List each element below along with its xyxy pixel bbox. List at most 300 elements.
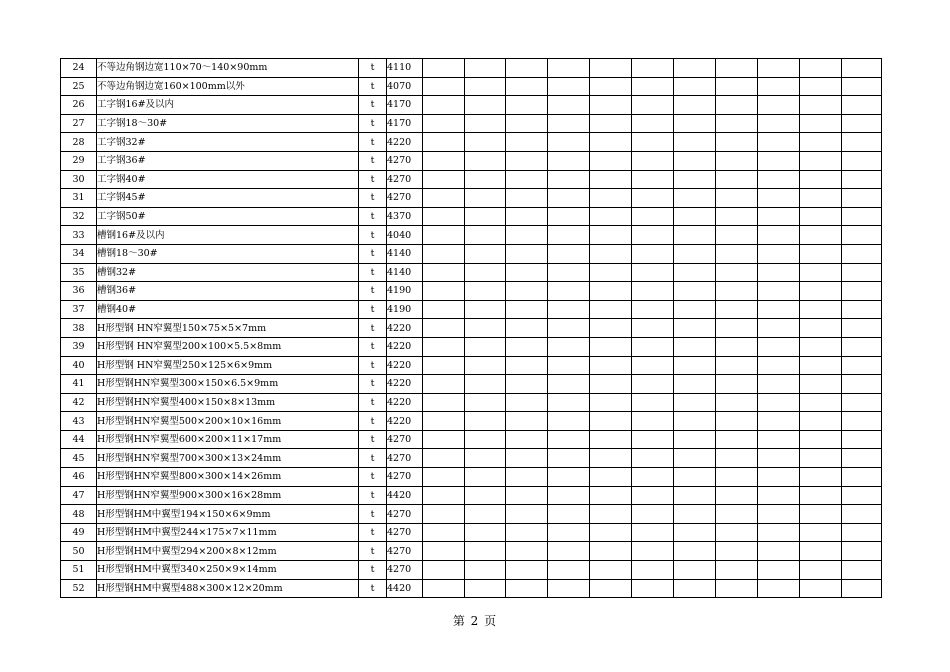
price-cell: 4270 bbox=[387, 468, 423, 487]
empty-cell bbox=[800, 151, 842, 170]
material-name-cell: 工字钢36# bbox=[97, 151, 359, 170]
empty-cell bbox=[716, 375, 758, 394]
empty-cell bbox=[423, 114, 465, 133]
empty-cell bbox=[800, 77, 842, 96]
table-row bbox=[61, 59, 882, 78]
empty-cell bbox=[674, 375, 716, 394]
table-row bbox=[61, 114, 882, 133]
empty-cell bbox=[423, 449, 465, 468]
empty-cell bbox=[506, 505, 548, 524]
table-row bbox=[61, 319, 882, 338]
empty-cell bbox=[758, 189, 800, 208]
empty-cell bbox=[800, 96, 842, 115]
empty-cell bbox=[716, 449, 758, 468]
empty-cell bbox=[800, 189, 842, 208]
empty-cell bbox=[758, 505, 800, 524]
empty-cell bbox=[800, 393, 842, 412]
material-name-cell: H形型钢HM中翼型244×175×7×11mm bbox=[97, 523, 359, 542]
empty-cell bbox=[674, 189, 716, 208]
unit-cell: t bbox=[359, 449, 387, 468]
empty-cell bbox=[548, 375, 590, 394]
row-number-cell: 25 bbox=[61, 77, 97, 96]
empty-cell bbox=[674, 319, 716, 338]
material-name-cell: H形型钢HN窄翼型800×300×14×26mm bbox=[97, 468, 359, 487]
table-row bbox=[61, 561, 882, 580]
empty-cell bbox=[465, 226, 506, 245]
empty-cell bbox=[758, 486, 800, 505]
unit-cell: t bbox=[359, 151, 387, 170]
empty-cell bbox=[800, 207, 842, 226]
empty-cell bbox=[800, 375, 842, 394]
material-name-cell: H形型钢HN窄翼型300×150×6.5×9mm bbox=[97, 375, 359, 394]
table-row bbox=[61, 96, 882, 115]
empty-cell bbox=[632, 375, 674, 394]
empty-cell bbox=[465, 170, 506, 189]
empty-cell bbox=[842, 468, 882, 487]
material-name-cell: H形型钢HM中翼型194×150×6×9mm bbox=[97, 505, 359, 524]
empty-cell bbox=[674, 133, 716, 152]
empty-cell bbox=[506, 393, 548, 412]
empty-cell bbox=[548, 486, 590, 505]
empty-cell bbox=[465, 430, 506, 449]
material-name-cell: H形型钢HN窄翼型700×300×13×24mm bbox=[97, 449, 359, 468]
empty-cell bbox=[465, 151, 506, 170]
empty-cell bbox=[506, 430, 548, 449]
empty-cell bbox=[758, 468, 800, 487]
empty-cell bbox=[590, 244, 632, 263]
empty-cell bbox=[800, 430, 842, 449]
empty-cell bbox=[716, 505, 758, 524]
price-cell: 4270 bbox=[387, 523, 423, 542]
empty-cell bbox=[758, 226, 800, 245]
table-body bbox=[61, 59, 882, 598]
empty-cell bbox=[674, 151, 716, 170]
empty-cell bbox=[800, 59, 842, 78]
unit-cell: t bbox=[359, 430, 387, 449]
empty-cell bbox=[716, 226, 758, 245]
price-cell: 4370 bbox=[387, 207, 423, 226]
empty-cell bbox=[465, 486, 506, 505]
empty-cell bbox=[423, 77, 465, 96]
empty-cell bbox=[800, 319, 842, 338]
empty-cell bbox=[800, 300, 842, 319]
empty-cell bbox=[674, 244, 716, 263]
empty-cell bbox=[758, 561, 800, 580]
empty-cell bbox=[423, 579, 465, 598]
row-number-cell: 24 bbox=[61, 59, 97, 78]
empty-cell bbox=[465, 59, 506, 78]
empty-cell bbox=[674, 356, 716, 375]
material-name-cell: 槽钢32# bbox=[97, 263, 359, 282]
empty-cell bbox=[842, 151, 882, 170]
empty-cell bbox=[465, 337, 506, 356]
row-number-cell: 30 bbox=[61, 170, 97, 189]
empty-cell bbox=[548, 579, 590, 598]
empty-cell bbox=[674, 207, 716, 226]
empty-cell bbox=[548, 356, 590, 375]
empty-cell bbox=[842, 449, 882, 468]
unit-cell: t bbox=[359, 579, 387, 598]
table-row bbox=[61, 189, 882, 208]
empty-cell bbox=[716, 523, 758, 542]
empty-cell bbox=[800, 449, 842, 468]
row-number-cell: 48 bbox=[61, 505, 97, 524]
empty-cell bbox=[716, 319, 758, 338]
empty-cell bbox=[632, 356, 674, 375]
price-cell: 4270 bbox=[387, 449, 423, 468]
empty-cell bbox=[842, 412, 882, 431]
table-row bbox=[61, 375, 882, 394]
empty-cell bbox=[590, 77, 632, 96]
empty-cell bbox=[800, 468, 842, 487]
table-row bbox=[61, 356, 882, 375]
empty-cell bbox=[842, 263, 882, 282]
empty-cell bbox=[758, 579, 800, 598]
empty-cell bbox=[590, 170, 632, 189]
unit-cell: t bbox=[359, 189, 387, 208]
empty-cell bbox=[423, 468, 465, 487]
empty-cell bbox=[632, 96, 674, 115]
empty-cell bbox=[548, 170, 590, 189]
empty-cell bbox=[506, 337, 548, 356]
unit-cell: t bbox=[359, 207, 387, 226]
empty-cell bbox=[423, 96, 465, 115]
row-number-cell: 40 bbox=[61, 356, 97, 375]
empty-cell bbox=[758, 207, 800, 226]
empty-cell bbox=[716, 579, 758, 598]
empty-cell bbox=[590, 430, 632, 449]
empty-cell bbox=[506, 244, 548, 263]
price-cell: 4270 bbox=[387, 542, 423, 561]
empty-cell bbox=[548, 561, 590, 580]
empty-cell bbox=[506, 114, 548, 133]
unit-cell: t bbox=[359, 244, 387, 263]
empty-cell bbox=[465, 542, 506, 561]
table-row bbox=[61, 468, 882, 487]
empty-cell bbox=[465, 393, 506, 412]
empty-cell bbox=[506, 449, 548, 468]
empty-cell bbox=[800, 244, 842, 263]
empty-cell bbox=[632, 77, 674, 96]
unit-cell: t bbox=[359, 468, 387, 487]
empty-cell bbox=[423, 300, 465, 319]
empty-cell bbox=[758, 133, 800, 152]
material-name-cell: H形型钢 HN窄翼型250×125×6×9mm bbox=[97, 356, 359, 375]
row-number-cell: 33 bbox=[61, 226, 97, 245]
empty-cell bbox=[423, 189, 465, 208]
material-name-cell: 不等边角钢边宽110×70～140×90mm bbox=[97, 59, 359, 78]
empty-cell bbox=[758, 300, 800, 319]
empty-cell bbox=[674, 226, 716, 245]
empty-cell bbox=[590, 523, 632, 542]
empty-cell bbox=[674, 170, 716, 189]
empty-cell bbox=[465, 505, 506, 524]
empty-cell bbox=[423, 430, 465, 449]
material-name-cell: H形型钢HM中翼型340×250×9×14mm bbox=[97, 561, 359, 580]
empty-cell bbox=[758, 114, 800, 133]
material-name-cell: H形型钢 HN窄翼型200×100×5.5×8mm bbox=[97, 337, 359, 356]
empty-cell bbox=[465, 319, 506, 338]
empty-cell bbox=[758, 282, 800, 301]
empty-cell bbox=[632, 542, 674, 561]
empty-cell bbox=[674, 300, 716, 319]
empty-cell bbox=[842, 393, 882, 412]
price-cell: 4190 bbox=[387, 282, 423, 301]
empty-cell bbox=[800, 356, 842, 375]
empty-cell bbox=[842, 59, 882, 78]
empty-cell bbox=[506, 133, 548, 152]
empty-cell bbox=[632, 59, 674, 78]
empty-cell bbox=[674, 523, 716, 542]
empty-cell bbox=[674, 96, 716, 115]
empty-cell bbox=[674, 337, 716, 356]
unit-cell: t bbox=[359, 114, 387, 133]
empty-cell bbox=[506, 412, 548, 431]
empty-cell bbox=[548, 412, 590, 431]
empty-cell bbox=[590, 96, 632, 115]
empty-cell bbox=[716, 486, 758, 505]
empty-cell bbox=[842, 375, 882, 394]
empty-cell bbox=[590, 151, 632, 170]
empty-cell bbox=[465, 96, 506, 115]
empty-cell bbox=[716, 77, 758, 96]
table-row bbox=[61, 133, 882, 152]
empty-cell bbox=[423, 170, 465, 189]
empty-cell bbox=[842, 77, 882, 96]
price-cell: 4220 bbox=[387, 319, 423, 338]
empty-cell bbox=[506, 263, 548, 282]
row-number-cell: 27 bbox=[61, 114, 97, 133]
empty-cell bbox=[758, 356, 800, 375]
row-number-cell: 29 bbox=[61, 151, 97, 170]
material-name-cell: H形型钢HN窄翼型900×300×16×28mm bbox=[97, 486, 359, 505]
empty-cell bbox=[800, 486, 842, 505]
material-name-cell: H形型钢HM中翼型488×300×12×20mm bbox=[97, 579, 359, 598]
empty-cell bbox=[506, 77, 548, 96]
empty-cell bbox=[758, 319, 800, 338]
row-number-cell: 37 bbox=[61, 300, 97, 319]
empty-cell bbox=[842, 486, 882, 505]
empty-cell bbox=[506, 375, 548, 394]
empty-cell bbox=[506, 151, 548, 170]
empty-cell bbox=[674, 468, 716, 487]
row-number-cell: 46 bbox=[61, 468, 97, 487]
empty-cell bbox=[506, 468, 548, 487]
empty-cell bbox=[674, 282, 716, 301]
empty-cell bbox=[758, 393, 800, 412]
table-row bbox=[61, 579, 882, 598]
empty-cell bbox=[548, 77, 590, 96]
empty-cell bbox=[423, 151, 465, 170]
table-row bbox=[61, 430, 882, 449]
material-name-cell: 不等边角钢边宽160×100mm以外 bbox=[97, 77, 359, 96]
empty-cell bbox=[716, 133, 758, 152]
price-cell: 4040 bbox=[387, 226, 423, 245]
price-cell: 4270 bbox=[387, 505, 423, 524]
empty-cell bbox=[716, 356, 758, 375]
empty-cell bbox=[842, 282, 882, 301]
table-row bbox=[61, 393, 882, 412]
empty-cell bbox=[842, 337, 882, 356]
empty-cell bbox=[716, 207, 758, 226]
table-row bbox=[61, 226, 882, 245]
empty-cell bbox=[548, 244, 590, 263]
row-number-cell: 32 bbox=[61, 207, 97, 226]
empty-cell bbox=[465, 375, 506, 394]
empty-cell bbox=[716, 542, 758, 561]
table-row bbox=[61, 282, 882, 301]
empty-cell bbox=[590, 542, 632, 561]
empty-cell bbox=[800, 505, 842, 524]
empty-cell bbox=[674, 59, 716, 78]
empty-cell bbox=[465, 468, 506, 487]
material-name-cell: H形型钢HN窄翼型600×200×11×17mm bbox=[97, 430, 359, 449]
row-number-cell: 50 bbox=[61, 542, 97, 561]
price-cell: 4270 bbox=[387, 151, 423, 170]
empty-cell bbox=[465, 561, 506, 580]
empty-cell bbox=[506, 300, 548, 319]
empty-cell bbox=[465, 133, 506, 152]
row-number-cell: 31 bbox=[61, 189, 97, 208]
empty-cell bbox=[590, 393, 632, 412]
empty-cell bbox=[423, 337, 465, 356]
unit-cell: t bbox=[359, 356, 387, 375]
material-name-cell: H形型钢HN窄翼型400×150×8×13mm bbox=[97, 393, 359, 412]
empty-cell bbox=[800, 263, 842, 282]
empty-cell bbox=[800, 282, 842, 301]
empty-cell bbox=[548, 300, 590, 319]
empty-cell bbox=[590, 189, 632, 208]
row-number-cell: 38 bbox=[61, 319, 97, 338]
unit-cell: t bbox=[359, 375, 387, 394]
unit-cell: t bbox=[359, 170, 387, 189]
empty-cell bbox=[548, 430, 590, 449]
empty-cell bbox=[548, 263, 590, 282]
empty-cell bbox=[842, 207, 882, 226]
empty-cell bbox=[800, 561, 842, 580]
empty-cell bbox=[716, 114, 758, 133]
empty-cell bbox=[506, 319, 548, 338]
empty-cell bbox=[674, 505, 716, 524]
empty-cell bbox=[423, 375, 465, 394]
empty-cell bbox=[590, 561, 632, 580]
empty-cell bbox=[716, 282, 758, 301]
empty-cell bbox=[842, 561, 882, 580]
empty-cell bbox=[800, 579, 842, 598]
empty-cell bbox=[842, 430, 882, 449]
empty-cell bbox=[716, 430, 758, 449]
empty-cell bbox=[674, 114, 716, 133]
empty-cell bbox=[423, 505, 465, 524]
empty-cell bbox=[800, 523, 842, 542]
empty-cell bbox=[842, 114, 882, 133]
empty-cell bbox=[632, 226, 674, 245]
empty-cell bbox=[632, 561, 674, 580]
unit-cell: t bbox=[359, 337, 387, 356]
empty-cell bbox=[758, 523, 800, 542]
empty-cell bbox=[423, 244, 465, 263]
row-number-cell: 51 bbox=[61, 561, 97, 580]
empty-cell bbox=[590, 356, 632, 375]
empty-cell bbox=[590, 319, 632, 338]
price-cell: 4220 bbox=[387, 337, 423, 356]
empty-cell bbox=[423, 207, 465, 226]
price-cell: 4170 bbox=[387, 114, 423, 133]
empty-cell bbox=[758, 337, 800, 356]
empty-cell bbox=[800, 412, 842, 431]
unit-cell: t bbox=[359, 77, 387, 96]
material-name-cell: 工字钢32# bbox=[97, 133, 359, 152]
empty-cell bbox=[590, 300, 632, 319]
price-cell: 4420 bbox=[387, 486, 423, 505]
empty-cell bbox=[506, 356, 548, 375]
empty-cell bbox=[632, 319, 674, 338]
empty-cell bbox=[842, 356, 882, 375]
price-cell: 4220 bbox=[387, 412, 423, 431]
empty-cell bbox=[842, 133, 882, 152]
table-row bbox=[61, 151, 882, 170]
empty-cell bbox=[423, 319, 465, 338]
empty-cell bbox=[716, 412, 758, 431]
price-cell: 4220 bbox=[387, 356, 423, 375]
empty-cell bbox=[590, 263, 632, 282]
empty-cell bbox=[423, 263, 465, 282]
empty-cell bbox=[758, 430, 800, 449]
empty-cell bbox=[758, 542, 800, 561]
empty-cell bbox=[506, 96, 548, 115]
empty-cell bbox=[716, 300, 758, 319]
price-cell: 4220 bbox=[387, 375, 423, 394]
table-row bbox=[61, 77, 882, 96]
empty-cell bbox=[590, 114, 632, 133]
empty-cell bbox=[506, 561, 548, 580]
empty-cell bbox=[590, 133, 632, 152]
empty-cell bbox=[674, 393, 716, 412]
empty-cell bbox=[716, 244, 758, 263]
row-number-cell: 39 bbox=[61, 337, 97, 356]
table-row bbox=[61, 412, 882, 431]
empty-cell bbox=[590, 207, 632, 226]
row-number-cell: 34 bbox=[61, 244, 97, 263]
empty-cell bbox=[716, 393, 758, 412]
empty-cell bbox=[842, 96, 882, 115]
empty-cell bbox=[842, 300, 882, 319]
empty-cell bbox=[548, 59, 590, 78]
empty-cell bbox=[758, 449, 800, 468]
empty-cell bbox=[632, 523, 674, 542]
empty-cell bbox=[842, 542, 882, 561]
empty-cell bbox=[590, 468, 632, 487]
table-row bbox=[61, 244, 882, 263]
empty-cell bbox=[465, 263, 506, 282]
empty-cell bbox=[632, 412, 674, 431]
empty-cell bbox=[674, 542, 716, 561]
unit-cell: t bbox=[359, 96, 387, 115]
material-name-cell: 工字钢50# bbox=[97, 207, 359, 226]
empty-cell bbox=[423, 356, 465, 375]
empty-cell bbox=[506, 523, 548, 542]
empty-cell bbox=[548, 449, 590, 468]
unit-cell: t bbox=[359, 486, 387, 505]
empty-cell bbox=[548, 189, 590, 208]
empty-cell bbox=[590, 337, 632, 356]
unit-cell: t bbox=[359, 393, 387, 412]
empty-cell bbox=[506, 542, 548, 561]
empty-cell bbox=[716, 468, 758, 487]
empty-cell bbox=[465, 189, 506, 208]
empty-cell bbox=[506, 486, 548, 505]
unit-cell: t bbox=[359, 412, 387, 431]
